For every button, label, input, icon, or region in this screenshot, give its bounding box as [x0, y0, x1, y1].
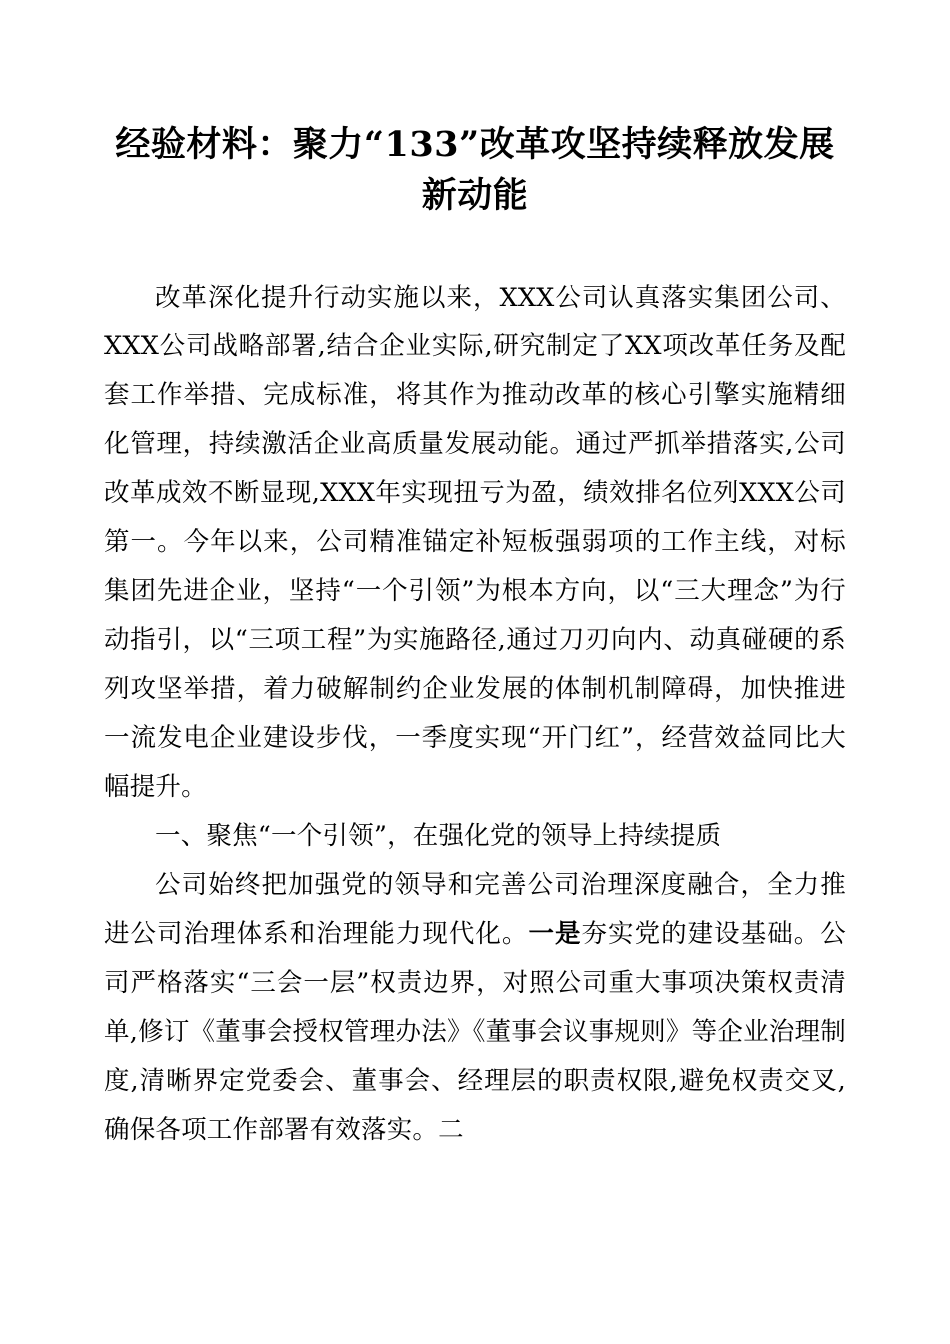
text-segment: 公司始终把加强党的领导和完善公司治理深度融合，全力推进公司治理体系和治理能力现代化。	[104, 869, 846, 949]
paragraph-section-1-body	[104, 861, 846, 1155]
document-body	[104, 274, 846, 1155]
paragraph-intro: 改革深化提升行动实施以来，XXX公司认真落实集团公司、XXX公司战略部署,结合企业实际,研究制定了XX项改革任务及配套工作举措、完成标准，将其作为推动改革的核心引擎实施精细化管理，持续激活企业高质量发展动能。通过严抓举措落实,公司改革成效不断显现,XXX年实现扭亏为盈，绩效排名位列XXX公司第一。今年以来，公司精准锚定补短板强弱项的工作主线，对标集团先进企业，坚持“一个引领”为根本方向，以“三大理念”为行动指引，以“三项工程”为实施路径,通过刀刃向内、动真碰硬的系列攻坚举措，着力破解制约企业发展的体制机制障碍，加快推进一流发电企业建设步伐，一季度实现“开门红”，经营效益同比大幅提升。	[104, 282, 846, 803]
text-segment-emphasis: 一是	[528, 918, 582, 949]
page-title: 经验材料：聚力“133”改革攻坚持续释放发展新动能	[115, 124, 835, 216]
section-heading-1: 一、聚焦“一个引领”，在强化党的领导上持续提质	[155, 820, 722, 851]
text-segment: 夯实党的建设基础。公司严格落实“三会一层”权责边界，对照公司重大事项决策权责清单,修订《董事会授权管理办法》《董事会议事规则》等企业治理制度,清晰界定党委会、董事会、经理层的职责权限,避免权责交叉,确保各项工作部署有效落实。二	[104, 918, 846, 1145]
